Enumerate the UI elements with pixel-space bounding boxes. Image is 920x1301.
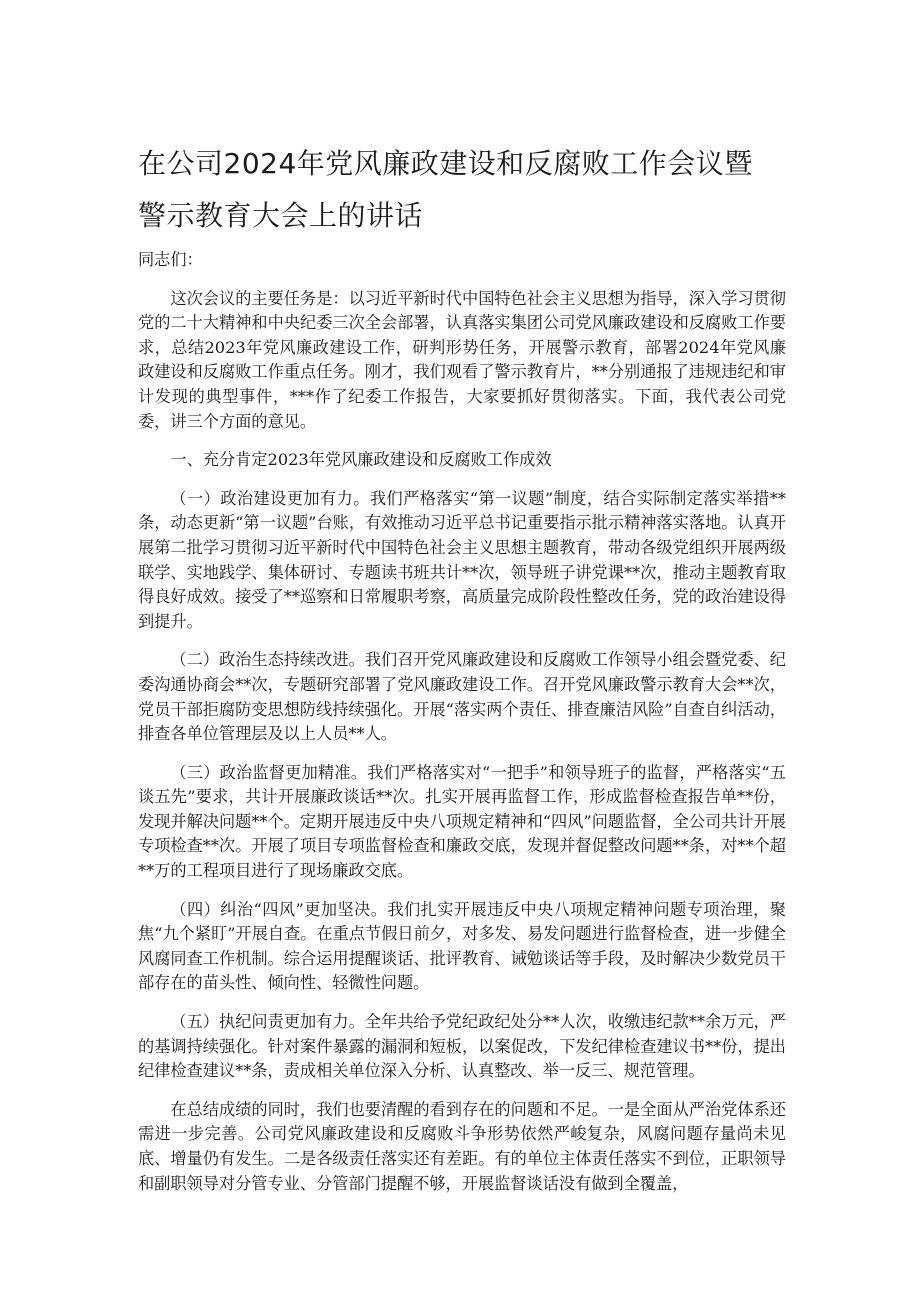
section-heading-1: 一、充分肯定2023年党风廉政建设和反腐败工作成效 <box>170 450 552 470</box>
paragraph-political-ecology: （二）政治生态持续改进。我们召开党风廉政建设和反腐败工作领导小组会暨党委、纪委沟通协商会**次，专题研究部署了党风廉政建设工作。召开党风廉政警示教育大会**次，党员干部拒腐防变思想防线持续强化。开展“落实两个责任、排查廉洁风险”自查自纠活动，排查各单位管理层及以上人员**人。 <box>138 650 786 744</box>
paragraph-four-winds: （四）纠治“四风”更加坚决。我们扎实开展违反中央八项规定精神问题专项治理，聚焦“九个紧盯”开展自查。在重点节假日前夕，对多发、易发问题进行监督检查，进一步健全风腐同查工作机制。综合运用提醒谈话、批评教育、诫勉谈话等手段，及时解决少数党员干部存在的苗头性、倾向性、轻微性问题。 <box>138 899 786 993</box>
salutation: 同志们： <box>138 250 203 269</box>
paragraph-problems: 在总结成绩的同时，我们也要清醒的看到存在的问题和不足。一是全面从严治党体系还需进一步完善。公司党风廉政建设和反腐败斗争形势依然严峻复杂，风腐问题存量尚未见底、增量仍有发生。二是各级责任落实还有差距。有的单位主体责任落实不到位，正职领导和副职领导对分管专业、分管部门提醒不够，开展监督谈话没有做到全覆盖， <box>138 1099 786 1193</box>
paragraph-political-supervision: （三）政治监督更加精准。我们严格落实对“一把手”和领导班子的监督，严格落实“五谈五先”要求，共计开展廉政谈话**次。扎实开展再监督工作，形成监督检查报告单**份，发现并解决问题**个。定期开展违反中央八项规定精神和“四风”问题监督，全公司共计开展专项检查**次。开展了项目专项监督检查和廉政交底，发现并督促整改问题**条，对**个超**万的工程项目进行了现场廉政交底。 <box>138 762 786 881</box>
paragraph-political-construction: （一）政治建设更加有力。我们严格落实“第一议题”制度，结合实际制定落实举措**条，动态更新“第一议题”台账，有效推动习近平总书记重要指示批示精神落实落地。认真开展第二批学习贯彻习近平新时代中国特色社会主义思想主题教育，带动各级党组织开展两级联学、实地践学、集体研讨、专题读书班共计**次，领导班子讲党课**次，推动主题教育取得良好成效。接受了**巡察和日常履职考察，高质量完成阶段性整改任务，党的政治建设得到提升。 <box>138 488 786 631</box>
paragraph-intro: 这次会议的主要任务是：以习近平新时代中国特色社会主义思想为指导，深入学习贯彻党的二十大精神和中央纪委三次全会部署，认真落实集团公司党风廉政建设和反腐败工作要求，总结2023年党风廉政建设工作，研判形势任务，开展警示教育，部署2024年党风廉政建设和反腐败工作重点任务。刚才，我们观看了警示教育片，**分别通报了违规违纪和审计发现的典型事件，***作了纪委工作报告，大家要抓好贯彻落实。下面，我代表公司党委，讲三个方面的意见。 <box>138 288 786 431</box>
paragraph-discipline: （五）执纪问责更加有力。全年共给予党纪政纪处分**人次，收缴违纪款**余万元，严的基调持续强化。针对案件暴露的漏洞和短板，以案促改，下发纪律检查建议书**份，提出纪律检查建议**条，责成相关单位深入分析、认真整改、举一反三、规范管理。 <box>138 1012 786 1081</box>
document-body <box>138 248 786 1210</box>
document-title: 在公司2024年党风廉政建设和反腐败工作会议暨警示教育大会上的讲话 <box>138 147 753 232</box>
